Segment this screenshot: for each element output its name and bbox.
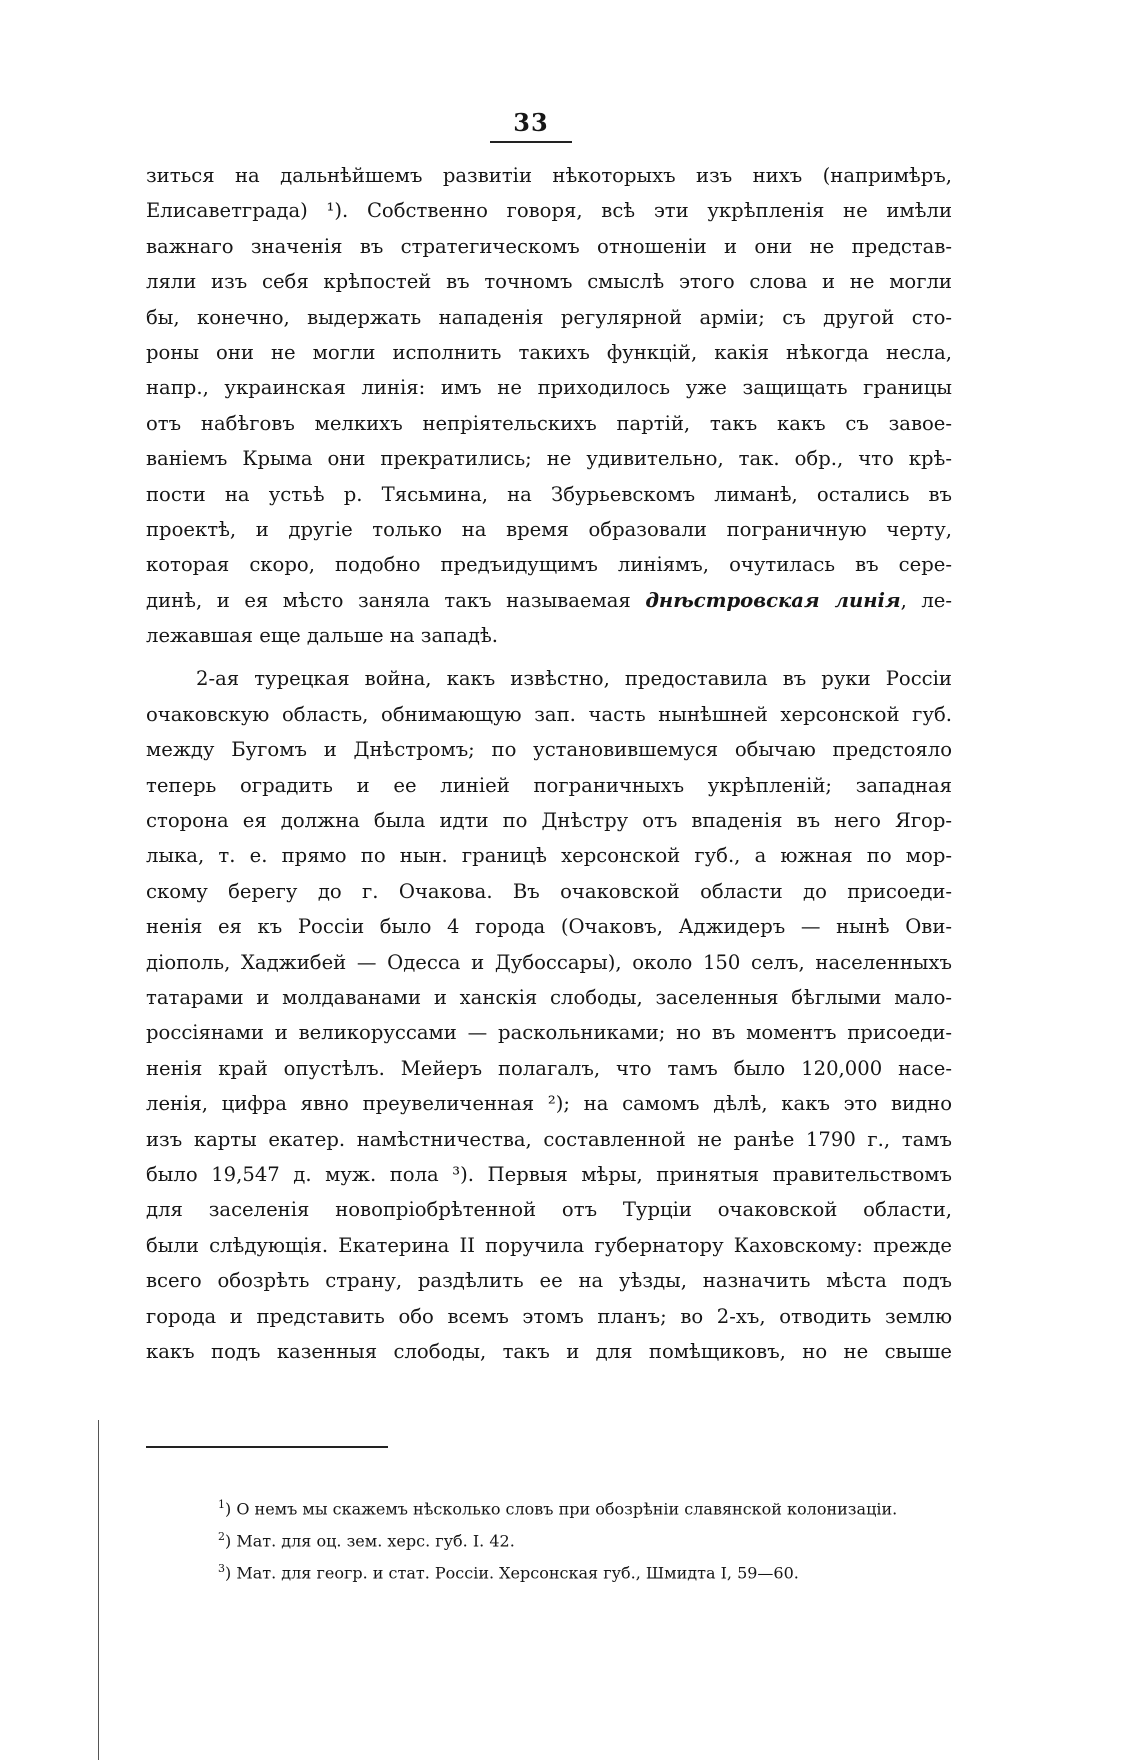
text-line: лежавшая еще дальше на западѣ.: [146, 624, 498, 648]
footnote-text: ) Мат. для геогр. и стат. Россіи. Херсонская губ., Шмидта I, 59—60.: [225, 1563, 799, 1583]
text-line: были слѣдующія. Екатерина II поручила губернатору Каховскому: прежде: [146, 1233, 952, 1257]
text-line: бы, конечно, выдержать нападенія регулярной арміи; съ другой сто-: [146, 305, 952, 329]
text-line: было 19,547 д. муж. пола ³). Первыя мѣры, принятыя правительствомъ: [146, 1162, 952, 1186]
text-line: какъ подъ казенныя слободы, такъ и для помѣщиковъ, но не свыше: [146, 1339, 952, 1363]
footnote-mark: 3: [218, 1562, 225, 1575]
text-line: татарами и молдаванами и ханскія слободы, заселенныя бѣглыми мало-: [146, 985, 952, 1009]
text-line: отъ набѣговъ мелкихъ непріятельскихъ партій, такъ какъ съ завое-: [146, 411, 952, 435]
footnote-text: ) Мат. для оц. зем. херс. губ. I. 42.: [225, 1531, 515, 1551]
text-line: ляли изъ себя крѣпостей въ точномъ смыслѣ этого слова и не могли: [146, 270, 952, 294]
footnote-3: [218, 1553, 958, 1585]
footnote-text: ) О немъ мы скажемъ нѣсколько словъ при обозрѣніи славянской колонизаціи.: [225, 1499, 898, 1519]
footnotes: [218, 1489, 958, 1585]
text-line: всего обозрѣть страну, раздѣлить ее на уѣзды, назначить мѣста подъ: [146, 1269, 952, 1293]
footnote-divider: [146, 1446, 388, 1448]
text-line: проектѣ, и другіе только на время образовали пограничную черту,: [146, 517, 952, 541]
page-number: 33: [513, 108, 549, 137]
paragraph-2: [146, 661, 952, 1369]
text-line: для заселенія новопріобрѣтенной отъ Турціи очаковской области,: [146, 1198, 952, 1222]
text-line: напр., украинская линія: имъ не приходилось уже защищать границы: [146, 376, 952, 400]
footnote-1: [218, 1489, 958, 1521]
italic-term: днѣстровская линія: [645, 588, 901, 612]
text-line-with-italic: [146, 583, 952, 618]
text-line: очаковскую область, обнимающую зап. часть нынѣшней херсонской губ.: [146, 702, 952, 726]
text-line: сторона ея должна была идти по Днѣстру отъ впаденія въ него Ягор-: [146, 809, 952, 833]
text-line: изъ карты екатер. намѣстничества, составленной не ранѣе 1790 г., тамъ: [146, 1127, 952, 1151]
footnote-2: [218, 1521, 958, 1553]
body-text: [146, 158, 952, 1369]
paragraph-gap: [146, 653, 952, 661]
text-line: которая скоро, подобно предъидущимъ линіямъ, очутилась въ сере-: [146, 553, 952, 577]
text-line: пости на устьѣ р. Тясьмина, на Збурьевскомъ лиманѣ, остались въ: [146, 482, 952, 506]
text-line: ненія край опустѣлъ. Мейеръ полагалъ, что тамъ было 120,000 насе-: [146, 1056, 952, 1080]
text-line: лыка, т. е. прямо по нын. границѣ херсонской губ., а южная по мор-: [146, 844, 952, 868]
footnote-mark: 1: [218, 1498, 225, 1511]
text-line: города и представить обо всемъ этомъ планъ; во 2-хъ, отводить землю: [146, 1304, 952, 1328]
footnote-mark: 2: [218, 1530, 225, 1543]
text-line: важнаго значенія въ стратегическомъ отношеніи и они не представ-: [146, 234, 952, 258]
text-line: Елисаветграда) ¹). Собственно говоря, всѣ эти укрѣпленія не имѣли: [146, 199, 952, 223]
page-number-rule: [490, 141, 572, 143]
text-line: ненія ея къ Россіи было 4 города (Очаковъ, Аджидеръ — нынѣ Ови-: [146, 915, 952, 939]
text-line: діополь, Хаджибей — Одесса и Дубоссары), около 150 селъ, населенныхъ: [146, 950, 952, 974]
text-line: теперь оградить и ее линіей пограничныхъ укрѣпленій; западная: [146, 773, 952, 797]
text-line: россіянами и великоруссами — раскольниками; но въ моментъ присоеди-: [146, 1021, 952, 1045]
text-segment: , ле-: [900, 588, 952, 612]
text-line: роны они не могли исполнить такихъ функцій, какія нѣкогда несла,: [146, 340, 952, 364]
text-line: ваніемъ Крыма они прекратились; не удивительно, так. обр., что крѣ-: [146, 447, 952, 471]
margin-scan-mark: [98, 1420, 99, 1760]
text-line: 2-ая турецкая война, какъ извѣстно, предоставила въ руки Россіи: [196, 667, 952, 691]
text-line: между Бугомъ и Днѣстромъ; по установившемуся обычаю предстояло: [146, 738, 952, 762]
text-line: скому берегу до г. Очакова. Въ очаковской области до присоеди-: [146, 879, 952, 903]
paragraph-1: [146, 158, 952, 653]
text-line: зиться на дальнѣйшемъ развитіи нѣкоторыхъ изъ нихъ (напримѣръ,: [146, 164, 952, 187]
text-line: ленія, цифра явно преувеличенная ²); на самомъ дѣлѣ, какъ это видно: [146, 1092, 952, 1116]
text-segment: динѣ, и ея мѣсто заняла такъ называемая: [146, 588, 631, 612]
